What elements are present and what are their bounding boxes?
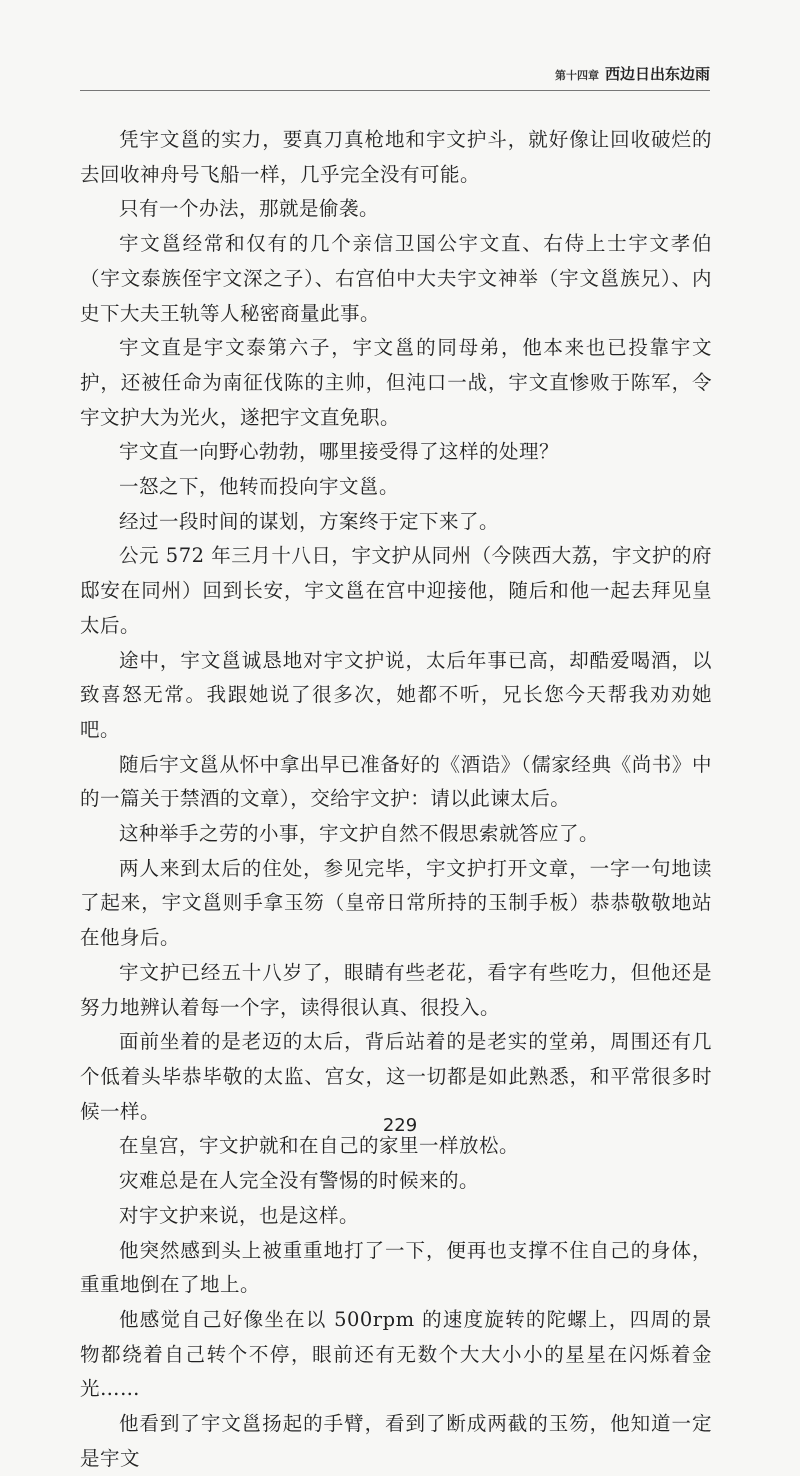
- paragraph: 宇文护已经五十八岁了，眼睛有些老花，看字有些吃力，但他还是努力地辨认着每一个字，读得很认真、很投入。: [80, 960, 712, 1019]
- paragraph: 只有一个办法，那就是偷袭。: [119, 197, 380, 221]
- paragraph: 凭宇文邕的实力，要真刀真枪地和宇文护斗，就好像让回收破烂的去回收神舟号飞船一样，几乎完全没有可能。: [80, 128, 712, 186]
- paragraph: 宇文邕经常和仅有的几个亲信卫国公宇文直、右侍上士宇文孝伯（宇文泰族侄宇文深之子）、右宫伯中大夫宇文神举（宇文邕族兄）、内史下大夫王轨等人秘密商量此事。: [80, 232, 712, 325]
- paragraph: 一怒之下，他转而投向宇文邕。: [119, 475, 400, 499]
- page-number: 229: [382, 1115, 418, 1136]
- paragraph: 宇文直一向野心勃勃，哪里接受得了这样的处理？: [119, 440, 560, 464]
- paragraph: 两人来到太后的住处，参见完毕，宇文护打开文章，一字一句地读了起来，宇文邕则手拿玉笏（皇帝日常所持的玉制手板）恭恭敬敬地站在他身后。: [80, 856, 712, 950]
- paragraph: 在皇宫，宇文护就和在自己的家里一样放松。: [119, 1134, 520, 1158]
- paragraph: 面前坐着的是老迈的太后，背后站着的是老实的堂弟，周围还有几个低着头毕恭毕敬的太监、宫女，这一切都是如此熟悉，和平常很多时候一样。: [80, 1030, 712, 1123]
- paragraph: 宇文直是宇文泰第六子，宇文邕的同母弟，他本来也已投靠宇文护，还被任命为南征伐陈的主帅，但沌口一战，宇文直惨败于陈军，令宇文护大为光火，遂把宇文直免职。: [80, 336, 712, 429]
- paragraph: 对宇文护来说，也是这样。: [119, 1203, 360, 1227]
- paragraph: 他感觉自己好像坐在以 500rpm 的速度旋转的陀螺上，四周的景物都绕着自己转个不停，眼前还有无数个大大小小的星星在闪烁着金光……: [80, 1307, 712, 1401]
- paragraph: 经过一段时间的谋划，方案终于定下来了。: [119, 509, 500, 533]
- paragraph: 这种举手之劳的小事，宇文护自然不假思索就答应了。: [119, 822, 600, 846]
- paragraph: 随后宇文邕从怀中拿出早已准备好的《酒诰》（儒家经典《尚书》中的一篇关于禁酒的文章），交给宇文护：请以此谏太后。: [80, 752, 712, 811]
- chapter-label: 第十四章: [554, 69, 599, 82]
- chapter-title: 西边日出东边雨: [604, 65, 710, 83]
- running-header: [80, 60, 710, 91]
- paragraph: 途中，宇文邕诚恳地对宇文护说，太后年事已高，却酷爱喝酒，以致喜怒无常。我跟她说了很多次，她都不听，兄长您今天帮我劝劝她吧。: [80, 648, 712, 741]
- paragraph: 灾难总是在人完全没有警惕的时候来的。: [119, 1169, 480, 1193]
- paragraph: 他突然感到头上被重重地打了一下，便再也支撑不住自己的身体，重重地倒在了地上。: [80, 1238, 712, 1297]
- paragraph: 公元 572 年三月十八日，宇文护从同州（今陕西大荔，宇文护的府邸安在同州）回到长安，宇文邕在宫中迎接他，随后和他一起去拜见皇太后。: [80, 544, 712, 637]
- header-text: [555, 63, 710, 84]
- paragraph: 他看到了宇文邕扬起的手臂，看到了断成两截的玉笏，他知道一定是宇文: [80, 1412, 712, 1470]
- body-text: [80, 123, 712, 1476]
